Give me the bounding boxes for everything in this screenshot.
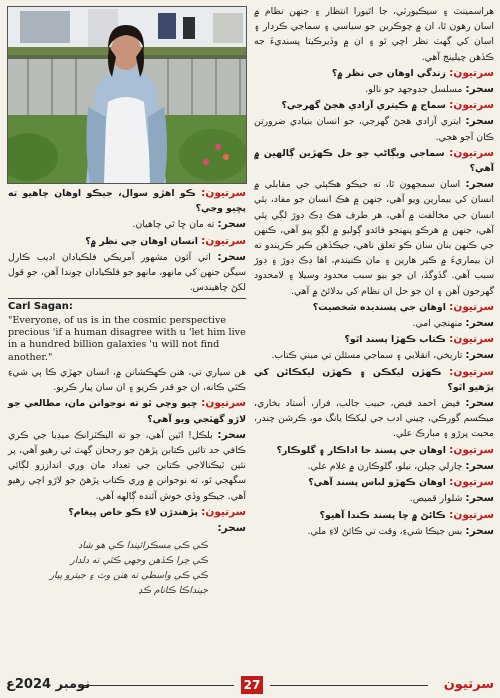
answer-4: سحر: منهنجي امي. xyxy=(412,317,494,330)
answer-2: سحر: ايتري آزادي هجڻ گهرجي، جو انسان بنيادي ضرورتن ڪان آجو هجي. xyxy=(254,115,494,143)
question-2: سرتيون: سماج ۾ ڪيتري آزادي هجڻ گهرجي؟ xyxy=(281,99,494,112)
quote-author: Carl Sagan: xyxy=(8,301,73,313)
answer-1: سحر: مسلسل جدوجهد جو نالو. xyxy=(365,83,494,96)
quote-divider xyxy=(8,298,246,299)
poem-line: ڪي ڪي مسڪرائيندا ڪي هو شاد xyxy=(78,540,208,552)
page-footer xyxy=(0,675,500,697)
answer-label: سحر: xyxy=(465,83,494,96)
portrait-photo xyxy=(7,6,247,184)
magazine-name: سرتيون xyxy=(443,677,494,692)
quote-text: "Everyone, of us is in the cosmic perspective precious 'if a human disagree with u 'let him live in a hundred billion galaxies 'u will not find another." xyxy=(8,314,246,363)
quote-sindhi: هن سياري تي، هنن ڪهڪشانن ۾، انسان جهڙي ڪا ٻي شيءِ ڪٿي ڪانه، ان جو قدر ڪريو ۽ ان سان پيار ڪريو. xyxy=(8,366,246,394)
question-13: سرتيون: پڙهندڙن لاءِ ڪو خاص پيغام؟ xyxy=(68,505,246,518)
question-11: سرتيون: انسان اوهان جي نظر ۾؟ xyxy=(85,234,246,247)
answer-13: سحر: xyxy=(217,521,246,534)
answer-12: سحر: بلڪل! اٿين آهي، جو ته اليڪٽرانڪ ميڊيا جي ڪري ڪافي حد تائين ڪتابن پڙهڻ جو رجحان گهٽ ٿي رهيو آهي، پر نئين ٽيڪنالاجي ڪتابن جي تعداد مان وري انداززو لڳائي سگهجي ٿو، ته نوجوانن ۾ وري ڪتاب پڙهڻ جو لاڙو اچي رهيو آهي. جيڪو وڏي خوش آئنده ڳالهه آهي. xyxy=(8,428,246,502)
question-label: سرتيون: xyxy=(449,66,494,79)
poem xyxy=(8,538,246,598)
portrait-photo-icon xyxy=(8,7,246,183)
question-8: سرتيون: اوهان ڪهڙو لباس پسند آهي؟ xyxy=(308,476,494,489)
question-5: سرتيون: ڪتاب ڪهڙا پسند اٿو؟ xyxy=(344,333,494,346)
footer-rule-left xyxy=(84,685,234,686)
answer-8: سحر: شلوار قميص. xyxy=(409,492,494,505)
answer-6: سحر: فيض احمد فيض، حبيب جالب، فراز، أستاد بخاري، ميڪسم گورڪي، چيني ادب جي ليکڪا يانگ مو، ڪرشن چندر، محبت پرڙو ۽ مبارڪ علي. xyxy=(254,397,494,440)
answer-10: سحر: ته مان ڇا ٿي چاهيان. xyxy=(132,218,246,231)
intro-paragraph: هراسمينٽ ۽ سيڪيورٽي، جا اٿيورا انتظار ۽ جنهن نظام ۾ اسان رهون ٿا، ان ۾ چوڪرين جو سياسي ۽ سماجي ڪردار ۽ اسان کي گهٽ نظر اچي ٿو ۽ ان ۾ وڏيرڪيتا پسنديءَ جه ڪڏهن چيلينج آهي. xyxy=(254,6,494,63)
question-12: سرتيون: ڇيو وچي ٿو ته نوجوانن مان، مطالعي جو لاڙو گهٽجي ويو آهي؟ xyxy=(8,397,246,425)
answer-5: سحر: تاريخي، انقلابي ۽ سماجي مسئلن تي مبني ڪتاب. xyxy=(271,349,494,362)
question-1: سرتيون: زندگي اوهان جي نظر ۾؟ xyxy=(331,66,494,79)
footer-rule-right xyxy=(270,685,428,686)
question-7: سرتيون: اوهان جي پسند جا اداڪار ۽ گلوڪار؟ xyxy=(276,443,494,456)
answer-3: سحر: اسان سمجهون ٿا، ته جيڪو هڪٻئي جي مقابلي ۾ انسان کي بيمارين ويو آهي، جنهن ۾ هڪ انسان جو مفاد، ٻئي انسان جي مخالفت ۾ آهي، هر طرف هڪ ڊڪ ڊوڙ لڳي پئي آهي، جنهن ۾ هرڪو پنهنجو فائدو ڳوليو ۾ لڳو پيو آهي، ڪنهن جي ڪنهن بنان سان ڪو تعلق ناهي، جيڪڏهن ڪير ڪريندو ته ان بيماريءَ ۾ ڪير هارين ۽ مان ڪنيندم، اها ڊڪ ڊوڙ ۽ ڊوڙ سبب آهي. گڏوگڏ، ان جو بيو سبب محدود وسيلا ۽ لامحدود گهرجون آهن ۽ ان جو حل ان نظام کي بدلائڻ ۾ آهي. xyxy=(254,178,494,297)
question-6: سرتيون: ڪهڙن ليکڪن ۽ ڪهڙن ليکڪائن کي پڙهيو اٿو؟ xyxy=(254,365,494,393)
right-column xyxy=(254,4,494,540)
question-4: سرتيون: اوهان جي پسنديده شخصيت؟ xyxy=(312,300,494,313)
question-10: سرتيون: ڪو اهڙو سوال، جيڪو اوهان چاهيو ته پڇيو وڃي؟ xyxy=(8,187,246,215)
answer-9: سحر: بس جيڪا شيءِ، وقت تي ڪائڻ لاءِ ملي. xyxy=(307,524,494,537)
answer-7: سحر: چارلي چپلن، نيلو، گلوڪارن ۾ غلام علي. xyxy=(307,459,494,472)
left-column xyxy=(8,186,246,598)
page-number: 27 xyxy=(241,676,263,694)
question-9: سرتيون: ڪائڻ ۾ ڇا پسند ڪندا آهيو؟ xyxy=(319,508,494,521)
poem-line: جينداڪا ڪانام ڪڍ xyxy=(138,585,208,597)
answer-11: سحر: اتي آئون مشهور آمريڪي فلڪيادان اديب ڪارل سيگن جنهن کي مانهو، مانهو جو فلڪيادان چوندا آهن، جو قول لکڻ چاهيندس. xyxy=(8,250,246,294)
question-3: سرتيون: سماجي ويڳاڻپ جو حل ڪهڙين ڳالهين ۾ آهي؟ xyxy=(254,146,494,175)
poem-line: ڪي ڪي واسطي ته هنن وٽ ۽ جيترو پيار xyxy=(49,570,208,582)
poem-line: ڪي چرا ڪڏهن وجهي ڪٿي ته دلدار xyxy=(70,555,208,567)
issue-date: نومبر 2024ع xyxy=(6,677,91,692)
